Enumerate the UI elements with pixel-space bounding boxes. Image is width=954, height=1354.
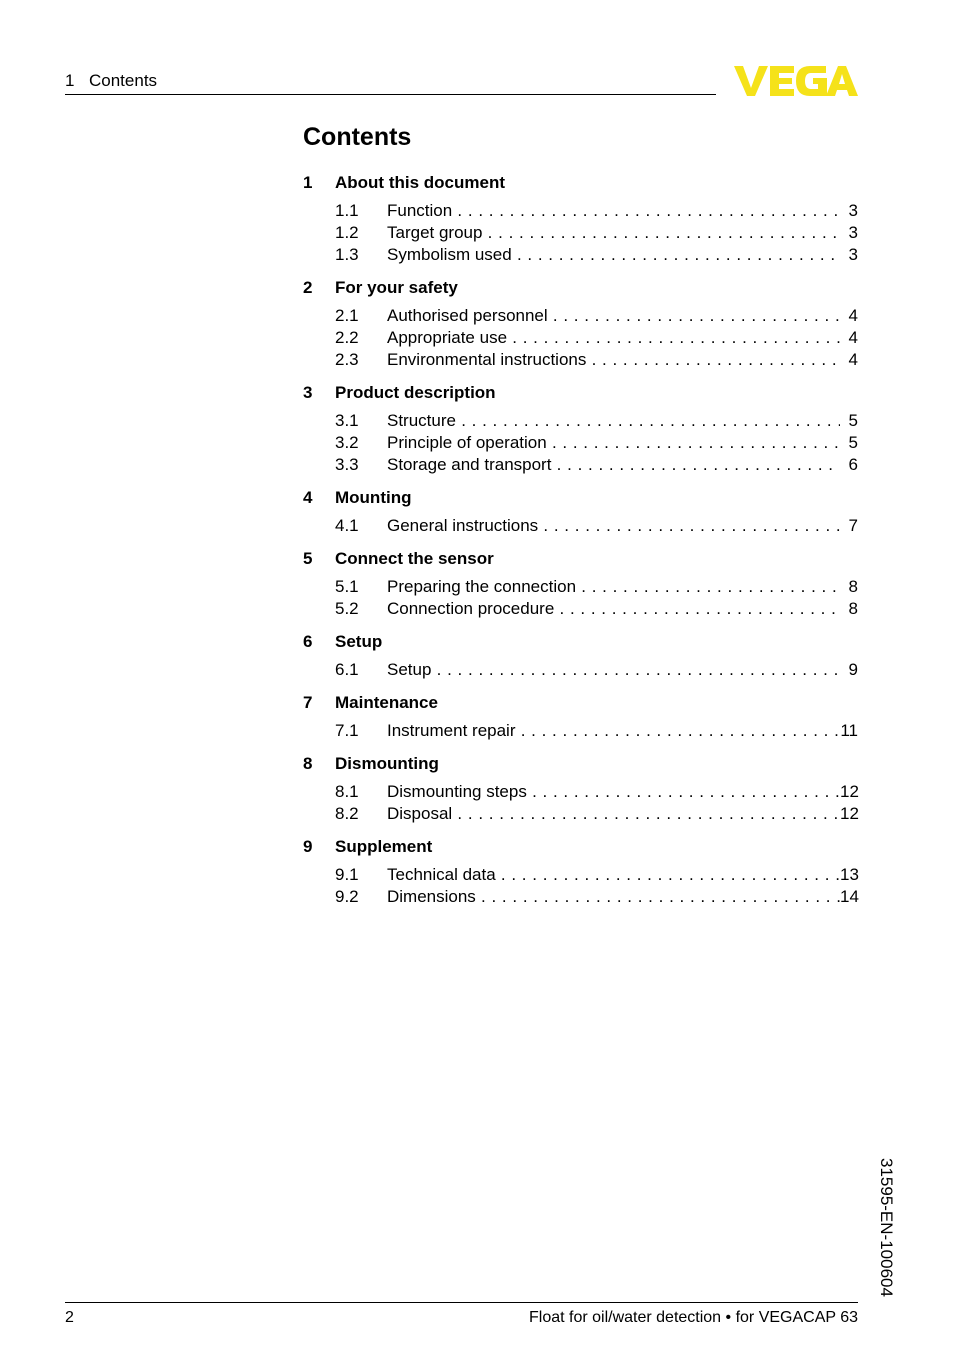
toc-entry[interactable] xyxy=(303,515,858,537)
toc-entry[interactable] xyxy=(303,244,858,266)
toc-entry[interactable] xyxy=(303,432,858,454)
toc-entry-number: 9.2 xyxy=(335,887,359,906)
toc-entry[interactable] xyxy=(303,327,858,349)
toc-entry[interactable] xyxy=(303,781,858,803)
toc-entry-number: 8.1 xyxy=(335,782,359,801)
toc-section-title: Supplement xyxy=(335,837,433,856)
toc-entry[interactable] xyxy=(303,576,858,598)
toc-entry-title: Dimensions . . . xyxy=(387,886,840,908)
toc-section-number: 4 xyxy=(303,488,313,507)
toc-entry[interactable] xyxy=(303,720,858,742)
toc-entry[interactable] xyxy=(303,886,858,908)
toc-entry-page: 12 xyxy=(840,804,859,823)
toc-entry-page: 11 xyxy=(840,721,858,740)
toc-entry-title: Technical data . . . xyxy=(387,864,840,886)
toc-entry-page: 4 xyxy=(848,306,858,325)
toc-section-heading[interactable] xyxy=(303,692,858,714)
toc-section-heading[interactable] xyxy=(303,753,858,775)
toc-section xyxy=(303,172,858,266)
toc-entry[interactable] xyxy=(303,349,858,371)
toc-section-heading[interactable] xyxy=(303,548,858,570)
toc-entry-page: 5 xyxy=(848,411,858,430)
toc-entry-number: 1.3 xyxy=(335,245,359,264)
toc-section-number: 7 xyxy=(303,693,313,712)
toc-entry-number: 3.1 xyxy=(335,411,359,430)
toc-entry-number: 3.3 xyxy=(335,455,359,474)
toc-entry-number: 5.2 xyxy=(335,599,359,618)
toc-entry-number: 4.1 xyxy=(335,516,359,535)
toc-section-title: Product description xyxy=(335,383,496,402)
page-footer xyxy=(65,1302,858,1328)
toc-section xyxy=(303,277,858,371)
toc-entry-page: 6 xyxy=(848,455,858,474)
table-of-contents xyxy=(303,172,858,919)
running-header xyxy=(65,71,716,95)
toc-section xyxy=(303,692,858,742)
toc-section-heading[interactable] xyxy=(303,836,858,858)
toc-entry-number: 7.1 xyxy=(335,721,359,740)
toc-entry[interactable] xyxy=(303,305,858,327)
toc-section-number: 6 xyxy=(303,632,313,651)
toc-entry[interactable] xyxy=(303,222,858,244)
toc-section-heading[interactable] xyxy=(303,172,858,194)
footer-product: Float for oil/water detection • for VEGACAP 63 xyxy=(528,1309,858,1326)
toc-section-number: 5 xyxy=(303,549,313,568)
toc-entry-number: 2.3 xyxy=(335,350,359,369)
toc-section-heading[interactable] xyxy=(303,277,858,299)
toc-entry-title: Structure . . . xyxy=(387,410,840,432)
toc-entry-title: Setup . . . xyxy=(387,659,840,681)
toc-entry[interactable] xyxy=(303,598,858,620)
toc-entry-title: Appropriate use . . . xyxy=(387,327,840,349)
page-title: Contents xyxy=(303,123,412,151)
toc-section-number: 1 xyxy=(303,173,313,192)
toc-entry-title: Storage and transport . . . xyxy=(387,454,840,476)
toc-section-number: 9 xyxy=(303,837,313,856)
toc-entry-title: Disposal . . . xyxy=(387,803,840,825)
toc-entry-number: 9.1 xyxy=(335,865,359,884)
toc-section-title: Maintenance xyxy=(335,693,438,712)
header-chapter-number: 1 xyxy=(65,71,75,90)
toc-entry-page: 3 xyxy=(848,245,858,264)
toc-entry[interactable] xyxy=(303,864,858,886)
toc-entry[interactable] xyxy=(303,454,858,476)
toc-section-heading[interactable] xyxy=(303,382,858,404)
toc-entry[interactable] xyxy=(303,803,858,825)
toc-entry-number: 1.1 xyxy=(335,201,359,220)
document-number: 31595-EN-100604 xyxy=(877,1158,896,1297)
toc-section xyxy=(303,548,858,620)
toc-section-title: Connect the sensor xyxy=(335,549,494,568)
toc-entry-number: 6.1 xyxy=(335,660,359,679)
toc-section-title: For your safety xyxy=(335,278,458,297)
toc-entry[interactable] xyxy=(303,659,858,681)
toc-entry-title: Symbolism used . . . xyxy=(387,244,840,266)
toc-section-number: 3 xyxy=(303,383,313,402)
toc-entry-title: Instrument repair . . . xyxy=(387,720,840,742)
toc-section xyxy=(303,753,858,825)
toc-entry[interactable] xyxy=(303,200,858,222)
toc-section xyxy=(303,382,858,476)
toc-entry-number: 2.1 xyxy=(335,306,359,325)
toc-entry-title: Environmental instructions . . . xyxy=(387,349,840,371)
toc-section-title: Dismounting xyxy=(335,754,439,773)
toc-entry-title: Connection procedure . . . xyxy=(387,598,840,620)
toc-entry-number: 8.2 xyxy=(335,804,359,823)
toc-section-number: 8 xyxy=(303,754,313,773)
toc-entry-number: 3.2 xyxy=(335,433,359,452)
toc-entry-title: Principle of operation . . . xyxy=(387,432,840,454)
vega-logo xyxy=(734,64,858,98)
toc-entry-page: 12 xyxy=(840,782,859,801)
toc-entry-page: 7 xyxy=(848,516,858,535)
toc-entry-title: Target group . . . xyxy=(387,222,840,244)
toc-section xyxy=(303,836,858,908)
toc-section-heading[interactable] xyxy=(303,487,858,509)
toc-entry-page: 3 xyxy=(848,223,858,242)
toc-section-title: About this document xyxy=(335,173,505,192)
footer-page-number: 2 xyxy=(65,1309,74,1326)
toc-entry-title: General instructions . . . xyxy=(387,515,840,537)
toc-entry-page: 4 xyxy=(848,350,858,369)
toc-entry-title: Authorised personnel . . . xyxy=(387,305,840,327)
toc-section-title: Setup xyxy=(335,632,383,651)
toc-entry-page: 5 xyxy=(848,433,858,452)
toc-entry-page: 3 xyxy=(848,201,858,220)
toc-entry-number: 2.2 xyxy=(335,328,359,347)
toc-entry-page: 13 xyxy=(840,865,859,884)
toc-entry-page: 4 xyxy=(848,328,858,347)
toc-section-title: Mounting xyxy=(335,488,412,507)
toc-section-number: 2 xyxy=(303,278,313,297)
toc-section xyxy=(303,631,858,681)
toc-entry-title: Preparing the connection . . . xyxy=(387,576,840,598)
toc-section xyxy=(303,487,858,537)
toc-entry-page: 8 xyxy=(848,577,858,596)
toc-entry-page: 14 xyxy=(840,887,859,906)
toc-section-heading[interactable] xyxy=(303,631,858,653)
toc-entry-title: Function . . . xyxy=(387,200,840,222)
header-chapter-title: Contents xyxy=(89,71,158,90)
toc-entry-page: 9 xyxy=(848,660,858,679)
toc-entry-page: 8 xyxy=(848,599,858,618)
toc-entry-number: 5.1 xyxy=(335,577,359,596)
toc-entry-title: Dismounting steps . . . xyxy=(387,781,840,803)
toc-entry-number: 1.2 xyxy=(335,223,359,242)
toc-entry[interactable] xyxy=(303,410,858,432)
